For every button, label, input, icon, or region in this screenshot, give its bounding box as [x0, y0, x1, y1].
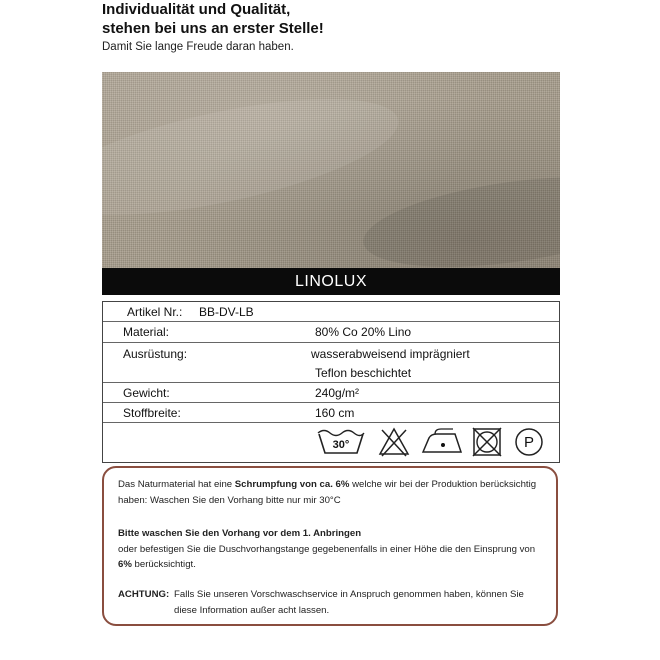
notice-paragraph-2: Bitte waschen Sie den Vorhang vor dem 1. Anbringen oder befestigen Sie die Duschvorhangstange gegebenenfalls in einer Höhe die den Einsprung von 6% berücksichtigt. [118, 528, 536, 570]
finish-label: Ausrüstung: [123, 347, 188, 361]
weight-value: 240g/m² [315, 386, 360, 400]
article-label: Artikel Nr.: [127, 305, 183, 319]
width-label: Stoffbreite: [123, 406, 181, 420]
wash-temp-label: 30° [332, 439, 350, 451]
iron-low-icon [419, 428, 465, 458]
no-bleach-icon [377, 426, 411, 458]
dry-clean-p-icon [513, 426, 545, 458]
dry-clean-letter: P [523, 434, 535, 451]
fabric-photo [102, 72, 560, 268]
finish-value-2: Teflon beschichtet [315, 366, 412, 380]
product-name: LINOLUX [295, 273, 367, 290]
header [102, 0, 324, 54]
width-value: 160 cm [315, 406, 355, 420]
product-name-bar [102, 268, 560, 295]
spec-table [102, 301, 560, 463]
material-value: 80% Co 20% Lino [315, 325, 412, 339]
care-notice-box [102, 466, 558, 626]
no-tumble-dry-icon [471, 426, 503, 458]
warning-label: ACHTUNG: [118, 589, 170, 600]
notice-paragraph-1: Das Naturmaterial hat eine Schrumpfung von ca. 6% welche wir bei der Produktion berücksichtig haben: Waschen Sie den Vorhang bitte nur mir 30°C [118, 479, 537, 506]
article-value: BB-DV-LB [199, 305, 254, 319]
subheadline: Damit Sie lange Freude daran haben. [102, 41, 294, 53]
warning-text: Falls Sie unseren Vorschwaschservice in Anspruch genommen haben, können Sie diese Information außer acht lassen. [174, 589, 524, 616]
weight-label: Gewicht: [123, 386, 170, 400]
material-label: Material: [123, 325, 170, 339]
wash-30-icon [316, 426, 366, 458]
headline-line-1: Individualität und Qualität, [102, 1, 291, 18]
headline-line-2: stehen bei uns an erster Stelle! [102, 20, 324, 37]
finish-value-1: wasserabweisend imprägniert [311, 347, 470, 361]
